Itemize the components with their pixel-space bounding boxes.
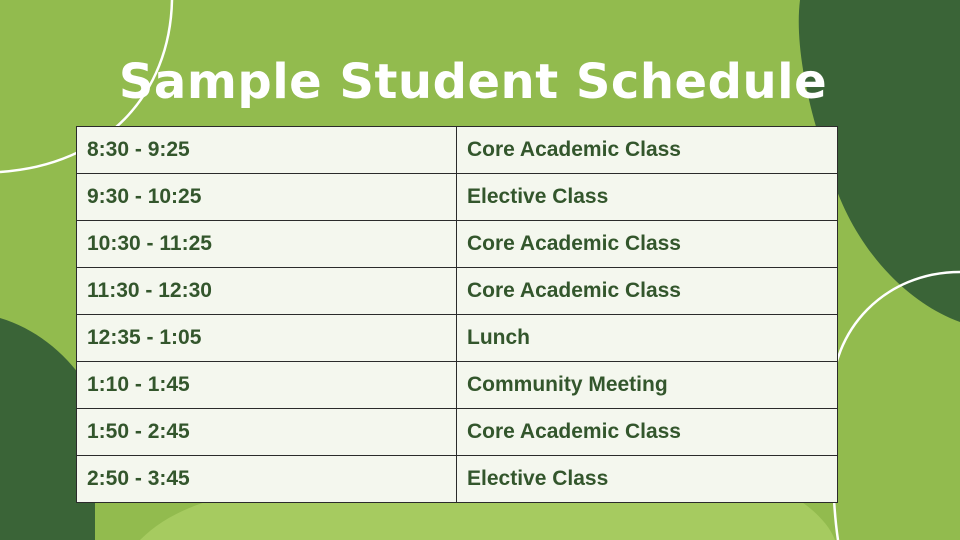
table-row [77,127,838,174]
time-cell: 8:30 - 9:25 [77,127,457,174]
table-row [77,362,838,409]
activity-cell: Core Academic Class [457,127,838,174]
table-row [77,409,838,456]
time-cell: 1:10 - 1:45 [77,362,457,409]
activity-cell: Elective Class [457,456,838,503]
time-cell: 10:30 - 11:25 [77,221,457,268]
page-title: Sample Student Schedule [118,54,828,110]
activity-cell: Core Academic Class [457,221,838,268]
table-row [77,456,838,503]
activity-cell: Community Meeting [457,362,838,409]
time-cell: 2:50 - 3:45 [77,456,457,503]
activity-cell: Elective Class [457,174,838,221]
activity-cell: Lunch [457,315,838,362]
activity-cell: Core Academic Class [457,409,838,456]
time-cell: 11:30 - 12:30 [77,268,457,315]
table-row [77,315,838,362]
time-cell: 12:35 - 1:05 [77,315,457,362]
time-cell: 9:30 - 10:25 [77,174,457,221]
table-row [77,174,838,221]
table-row [77,221,838,268]
table-row [77,268,838,315]
schedule-table [76,126,838,503]
activity-cell: Core Academic Class [457,268,838,315]
time-cell: 1:50 - 2:45 [77,409,457,456]
